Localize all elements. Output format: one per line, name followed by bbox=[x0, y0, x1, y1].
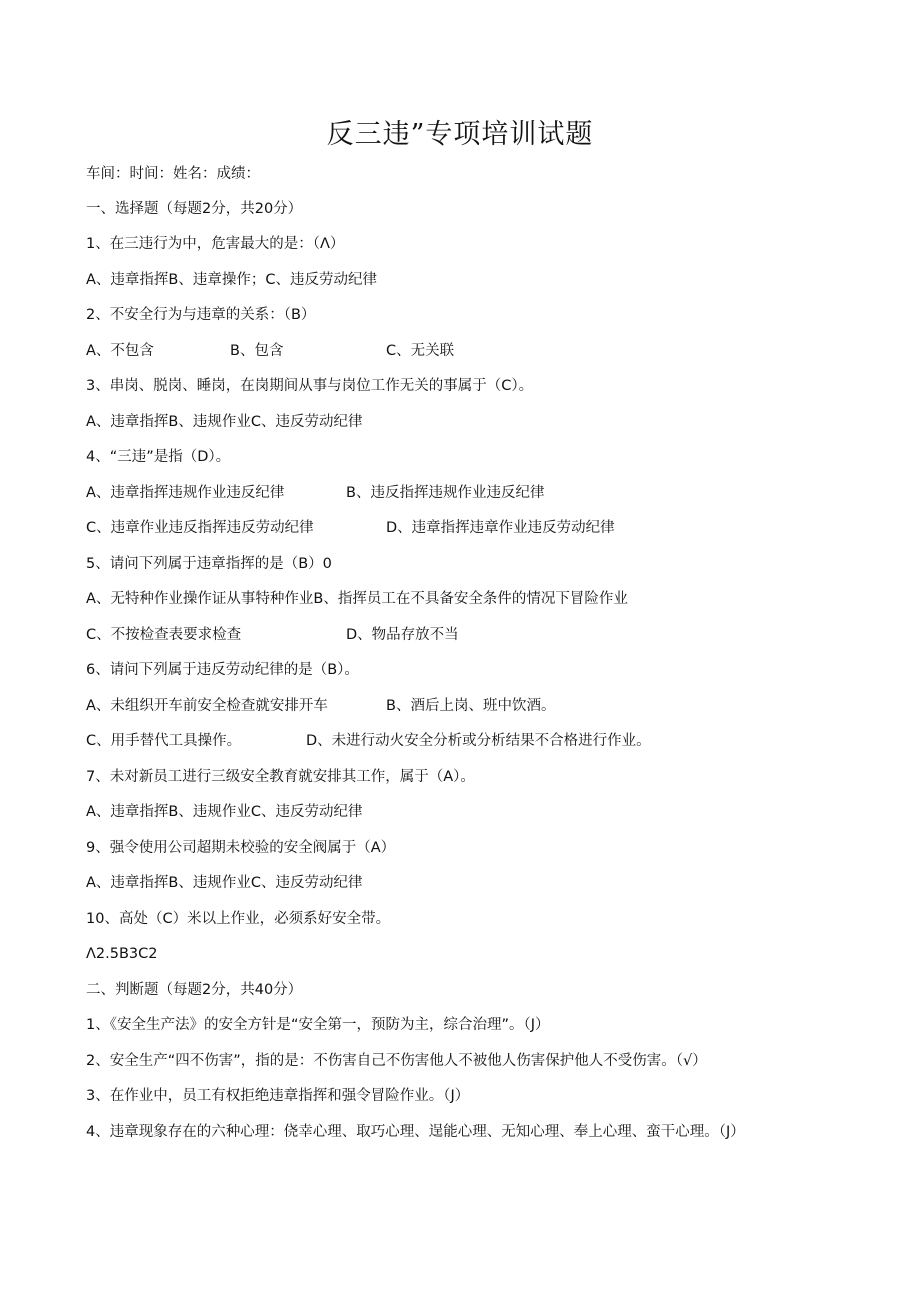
question-3-options: A、违章指挥B、违规作业C、违反劳动纪律 bbox=[86, 414, 363, 430]
header-fields: 车间：时间：姓名：成绩： bbox=[86, 166, 260, 182]
question-2: 2、不安全行为与违章的关系：（B） bbox=[86, 307, 316, 323]
question-6: 6、请问下列属于违反劳动纪律的是（B）。 bbox=[86, 662, 359, 678]
judgment-3: 3、在作业中，员工有权拒绝违章指挥和强令冒险作业。（J） bbox=[86, 1088, 470, 1104]
judgment-4: 4、违章现象存在的六种心理：侥幸心理、取巧心理、逞能心理、无知心理、奉上心理、蛮干心理。（J） bbox=[86, 1124, 745, 1140]
option-c: C、无关联 bbox=[386, 343, 455, 359]
option-d: D、违章指挥违章作业违反劳动纪律 bbox=[386, 520, 615, 536]
question-7: 7、未对新员工进行三级安全教育就安排其工作，属于（A）。 bbox=[86, 769, 475, 785]
judgment-2: 2、安全生产“四不伤害”，指的是：不伤害自己不伤害他人不被他人伤害保护他人不受伤害。（√） bbox=[86, 1053, 707, 1069]
question-1: 1、在三违行为中，危害最大的是：（Λ） bbox=[86, 236, 345, 252]
question-3: 3、串岗、脱岗、睡岗，在岗期间从事与岗位工作无关的事属于（C）。 bbox=[86, 378, 534, 394]
option-a: A、违章指挥违规作业违反纪律 bbox=[86, 485, 285, 501]
section2-heading: 二、判断题（每题2分，共40分） bbox=[86, 982, 303, 998]
option-b: B、违反指挥违规作业违反纪律 bbox=[346, 485, 545, 501]
option-c: C、不按检查表要求检查 bbox=[86, 627, 242, 643]
question-5-options-cd bbox=[86, 625, 786, 645]
question-1-options: A、违章指挥B、违章操作；C、违反劳动纪律 bbox=[86, 272, 377, 288]
question-5: 5、请问下列属于违章指挥的是（B）0 bbox=[86, 556, 332, 572]
option-c: C、用手替代工具操作。 bbox=[86, 733, 242, 749]
option-b: B、包含 bbox=[230, 343, 284, 359]
question-10-options: Λ2.5B3C2 bbox=[86, 946, 158, 962]
question-4-options-row2 bbox=[86, 518, 786, 538]
option-d: D、物品存放不当 bbox=[346, 627, 459, 643]
option-c: C、违章作业违反指挥违反劳动纪律 bbox=[86, 520, 314, 536]
question-9-options: A、违章指挥B、违规作业C、违反劳动纪律 bbox=[86, 875, 363, 891]
question-10: 10、高处（C）米以上作业，必须系好安全带。 bbox=[86, 911, 391, 927]
question-2-options bbox=[86, 341, 686, 361]
option-a: A、不包含 bbox=[86, 343, 154, 359]
option-b: B、酒后上岗、班中饮酒。 bbox=[386, 698, 556, 714]
question-9: 9、强令使用公司超期未校验的安全阀属于（A） bbox=[86, 840, 396, 856]
option-d: D、未进行动火安全分析或分析结果不合格进行作业。 bbox=[306, 733, 651, 749]
question-7-options: A、违章指挥B、违规作业C、违反劳动纪律 bbox=[86, 804, 363, 820]
section1-heading: 一、选择题（每题2分，共20分） bbox=[86, 201, 303, 217]
document-title: 反三违”专项培训试题 bbox=[326, 119, 594, 150]
question-4-options-row1 bbox=[86, 483, 786, 503]
question-4: 4、“三违”是指（D）。 bbox=[86, 449, 231, 465]
option-a: A、未组织开车前安全检查就安排开车 bbox=[86, 698, 328, 714]
question-6-options-row1 bbox=[86, 696, 786, 716]
judgment-1: 1、《安全生产法》的安全方针是“安全第一，预防为主，综合治理”。（J） bbox=[86, 1017, 550, 1033]
question-6-options-row2 bbox=[86, 731, 786, 751]
question-5-options-ab: A、无特种作业操作证从事特种作业B、指挥员工在不具备安全条件的情况下冒险作业 bbox=[86, 591, 628, 607]
